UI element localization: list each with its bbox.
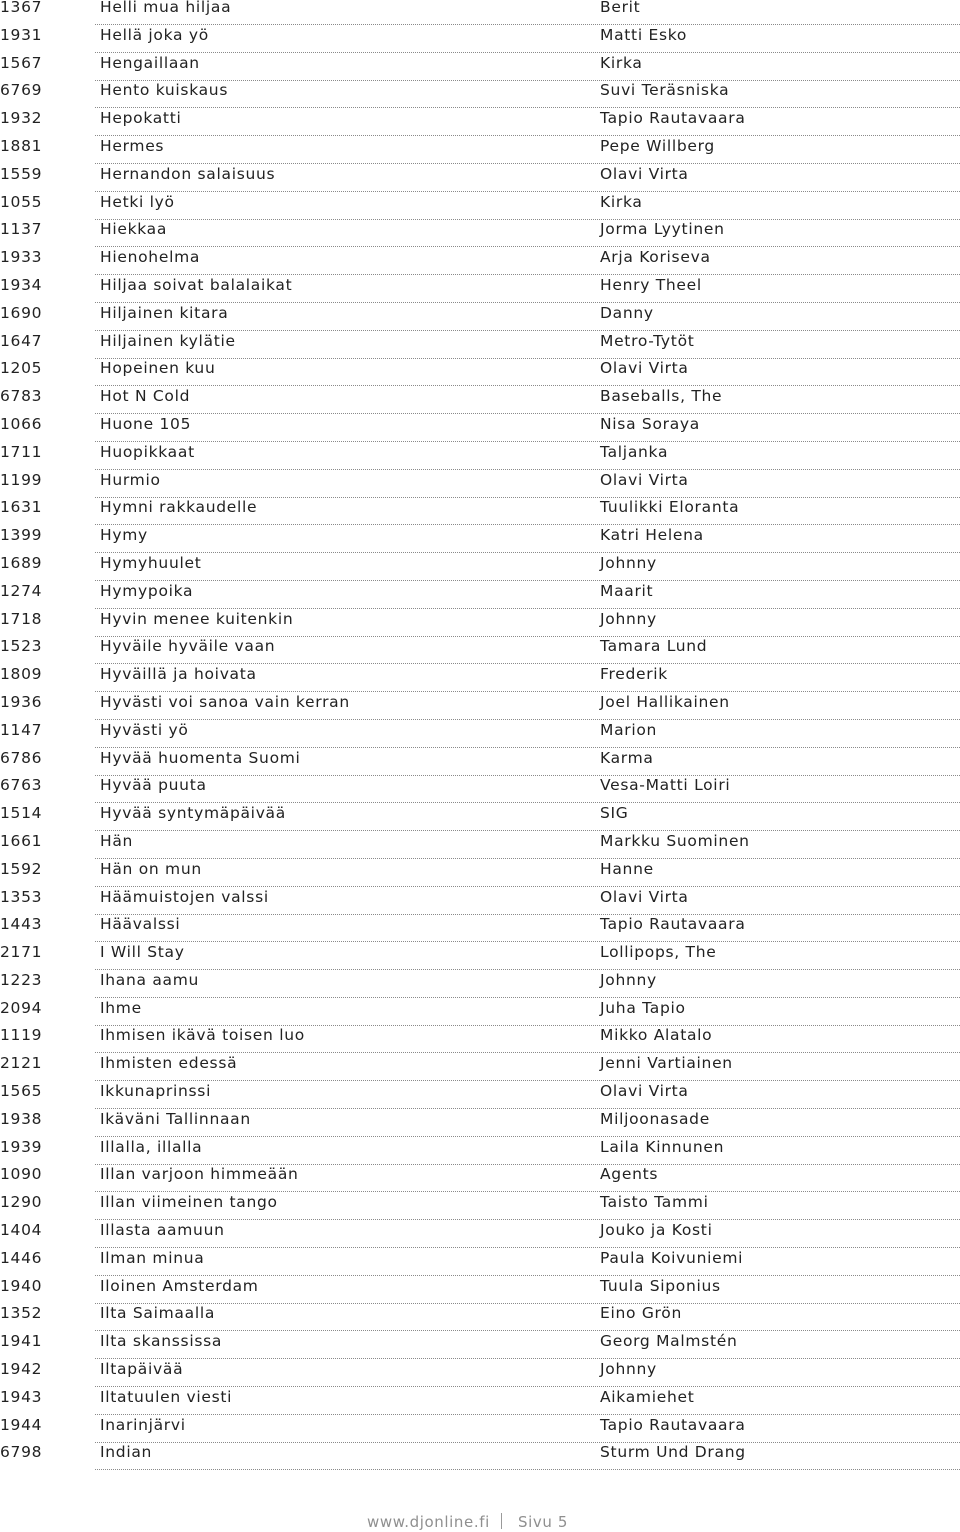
song-row <box>0 53 960 84</box>
dotted-row-divider <box>95 246 960 247</box>
song-artist: Eino Grön <box>600 1304 682 1323</box>
song-title: Hiljainen kylätie <box>100 331 236 350</box>
song-row <box>0 1306 960 1334</box>
song-artist: Agents <box>600 1165 659 1184</box>
song-number: 1932 <box>0 109 43 128</box>
song-row <box>0 222 960 250</box>
song-artist: Metro-Tytöt <box>600 331 695 350</box>
dotted-row-divider <box>95 1136 960 1137</box>
song-number: 1137 <box>0 220 43 239</box>
song-title: Hopeinen kuu <box>100 359 216 378</box>
song-number: 1931 <box>0 25 43 44</box>
song-title: Hän <box>100 831 134 850</box>
dotted-row-divider <box>95 413 960 414</box>
dotted-row-divider <box>95 1108 960 1109</box>
song-artist: Tuulikki Eloranta <box>600 498 740 517</box>
song-artist: Frederik <box>600 665 668 684</box>
song-title: Ihme <box>100 998 142 1017</box>
dotted-row-divider <box>95 719 960 720</box>
song-title: Hyvää huomenta Suomi <box>100 748 301 767</box>
song-title: Hienohelma <box>100 248 201 267</box>
song-artist: Juha Tapio <box>600 998 686 1017</box>
dotted-row-divider <box>95 1414 960 1415</box>
song-number: 1939 <box>0 1137 43 1156</box>
song-row <box>0 83 960 111</box>
song-number: 1565 <box>0 1082 43 1101</box>
song-row <box>0 0 960 28</box>
song-row <box>0 1028 960 1056</box>
song-artist: Marion <box>600 720 658 739</box>
dotted-row-divider <box>95 191 960 192</box>
song-title: Hento kuiskaus <box>100 81 229 100</box>
song-artist: Tuula Siponius <box>600 1276 721 1295</box>
song-number: 1055 <box>0 192 43 211</box>
song-title: Illan varjoon himmeään <box>100 1165 299 1184</box>
song-number: 1274 <box>0 581 43 600</box>
song-title: Ihmisten edessä <box>100 1054 238 1073</box>
dotted-row-divider <box>95 1275 960 1276</box>
song-row <box>0 500 960 528</box>
song-title: Häävalssi <box>100 915 181 934</box>
song-number: 2094 <box>0 998 43 1017</box>
dotted-row-divider <box>95 886 960 887</box>
song-number: 1066 <box>0 414 43 433</box>
song-artist: Tamara Lund <box>600 637 708 656</box>
dotted-row-divider <box>95 52 960 53</box>
song-title: Hyvästi voi sanoa vain kerran <box>100 692 350 711</box>
song-number: 1223 <box>0 970 43 989</box>
song-title: Hellä joka yö <box>100 25 209 44</box>
dotted-row-divider <box>95 1080 960 1081</box>
song-row <box>0 667 960 695</box>
song-number: 1367 <box>0 0 43 16</box>
dotted-row-divider <box>95 135 960 136</box>
song-title: Hetki lyö <box>100 192 175 211</box>
song-artist: Olavi Virta <box>600 887 689 906</box>
song-artist: Hanne <box>600 859 654 878</box>
song-artist: Baseballs, The <box>600 387 723 406</box>
song-number: 1661 <box>0 831 43 850</box>
dotted-row-divider <box>95 608 960 609</box>
dotted-row-divider <box>95 858 960 859</box>
dotted-row-divider <box>95 219 960 220</box>
song-number: 1943 <box>0 1387 43 1406</box>
song-number: 1592 <box>0 859 43 878</box>
song-artist: Georg Malmstén <box>600 1332 738 1351</box>
song-title: Hyvästi yö <box>100 720 189 739</box>
dotted-row-divider <box>95 775 960 776</box>
song-title: I Will Stay <box>100 943 185 962</box>
song-artist: Laila Kinnunen <box>600 1137 725 1156</box>
song-row <box>0 859 960 890</box>
song-row <box>0 25 960 56</box>
dotted-row-divider <box>95 330 960 331</box>
song-number: 1631 <box>0 498 43 517</box>
song-row <box>0 528 960 556</box>
song-row <box>0 470 960 501</box>
song-row <box>0 609 960 640</box>
song-row <box>0 748 960 779</box>
song-row <box>0 806 960 834</box>
dotted-row-divider <box>95 24 960 25</box>
song-number: 1689 <box>0 553 43 572</box>
song-row <box>0 275 960 306</box>
song-row <box>0 1109 960 1140</box>
song-artist: Jouko ja Kosti <box>600 1221 713 1240</box>
song-title: Hiljaa soivat balalaikat <box>100 275 293 294</box>
dotted-row-divider <box>95 441 960 442</box>
song-row <box>0 136 960 167</box>
dotted-row-divider <box>95 914 960 915</box>
song-row <box>0 581 960 612</box>
song-number: 1940 <box>0 1276 43 1295</box>
song-row <box>0 970 960 1001</box>
song-title: Illan viimeinen tango <box>100 1193 278 1212</box>
dotted-row-divider <box>95 163 960 164</box>
song-row <box>0 1276 960 1307</box>
song-title: Hymyhuulet <box>100 553 202 572</box>
song-number: 1711 <box>0 442 43 461</box>
song-title: Hyvää syntymäpäivää <box>100 804 286 823</box>
song-row <box>0 1334 960 1362</box>
song-title: Hymy <box>100 526 148 545</box>
song-title: Ilta Saimaalla <box>100 1304 216 1323</box>
song-title: Hurmio <box>100 470 161 489</box>
song-artist: Paula Koivuniemi <box>600 1248 744 1267</box>
song-number: 1443 <box>0 915 43 934</box>
song-number: 6786 <box>0 748 43 767</box>
song-row <box>0 1248 960 1279</box>
song-row <box>0 917 960 945</box>
song-title: Hyväillä ja hoivata <box>100 665 257 684</box>
song-title: Hymypoika <box>100 581 194 600</box>
song-number: 1119 <box>0 1026 43 1045</box>
song-number: 1399 <box>0 526 43 545</box>
song-title: Ikkunaprinssi <box>100 1082 212 1101</box>
song-artist: Mikko Alatalo <box>600 1026 713 1045</box>
dotted-row-divider <box>95 385 960 386</box>
song-row <box>0 945 960 973</box>
song-number: 1290 <box>0 1193 43 1212</box>
song-title: Häämuistojen valssi <box>100 887 269 906</box>
song-row <box>0 1084 960 1112</box>
dotted-row-divider <box>95 1469 960 1470</box>
dotted-row-divider <box>95 107 960 108</box>
song-row <box>0 1195 960 1223</box>
page-footer <box>0 1513 960 1531</box>
song-number: 1559 <box>0 164 43 183</box>
song-number: 1567 <box>0 53 43 72</box>
dotted-row-divider <box>95 524 960 525</box>
dotted-row-divider <box>95 1442 960 1443</box>
dotted-row-divider <box>95 1247 960 1248</box>
footer-separator <box>501 1513 502 1529</box>
song-number: 1353 <box>0 887 43 906</box>
dotted-row-divider <box>95 1330 960 1331</box>
song-artist: Karma <box>600 748 654 767</box>
song-row <box>0 111 960 139</box>
song-row <box>0 164 960 195</box>
dotted-row-divider <box>95 1303 960 1304</box>
song-title: Iltatuulen viesti <box>100 1387 233 1406</box>
song-title: Hengaillaan <box>100 53 200 72</box>
song-artist: Olavi Virta <box>600 359 689 378</box>
song-title: Illasta aamuun <box>100 1221 225 1240</box>
song-number: 1718 <box>0 609 43 628</box>
song-title: Hän on mun <box>100 859 202 878</box>
song-title: Ilta skanssissa <box>100 1332 223 1351</box>
song-artist: Aikamiehet <box>600 1387 695 1406</box>
dotted-row-divider <box>95 469 960 470</box>
dotted-row-divider <box>95 830 960 831</box>
song-artist: Joel Hallikainen <box>600 692 730 711</box>
song-artist: SIG <box>600 804 629 823</box>
song-number: 1944 <box>0 1415 43 1434</box>
song-artist: Matti Esko <box>600 25 688 44</box>
song-number: 2121 <box>0 1054 43 1073</box>
song-artist: Tapio Rautavaara <box>600 109 746 128</box>
song-title: Ikäväni Tallinnaan <box>100 1109 251 1128</box>
song-artist: Suvi Teräsniska <box>600 81 730 100</box>
song-row <box>0 331 960 362</box>
song-artist: Sturm Und Drang <box>600 1443 746 1462</box>
song-artist: Johnny <box>600 609 657 628</box>
song-title: Hermes <box>100 136 165 155</box>
song-row <box>0 1415 960 1446</box>
song-artist: Jenni Vartiainen <box>600 1054 733 1073</box>
song-row <box>0 1387 960 1418</box>
song-artist: Johnny <box>600 970 657 989</box>
song-number: 1690 <box>0 303 43 322</box>
song-artist: Pepe Willberg <box>600 136 715 155</box>
song-number: 1936 <box>0 692 43 711</box>
song-number: 1199 <box>0 470 43 489</box>
song-artist: Tapio Rautavaara <box>600 1415 746 1434</box>
song-number: 1647 <box>0 331 43 350</box>
song-artist: Olavi Virta <box>600 470 689 489</box>
song-number: 1933 <box>0 248 43 267</box>
song-number: 1938 <box>0 1109 43 1128</box>
song-artist: Taisto Tammi <box>600 1193 709 1212</box>
song-row <box>0 1223 960 1251</box>
dotted-row-divider <box>95 302 960 303</box>
song-row <box>0 998 960 1029</box>
song-number: 1809 <box>0 665 43 684</box>
dotted-row-divider <box>95 997 960 998</box>
song-artist: Johnny <box>600 1360 657 1379</box>
song-title: Hyväile hyväile vaan <box>100 637 276 656</box>
song-number: 1934 <box>0 275 43 294</box>
song-artist: Kirka <box>600 192 643 211</box>
song-title: Hiekkaa <box>100 220 168 239</box>
song-artist: Katri Helena <box>600 526 704 545</box>
dotted-row-divider <box>95 358 960 359</box>
song-number: 6763 <box>0 776 43 795</box>
song-artist: Maarit <box>600 581 654 600</box>
song-row <box>0 389 960 417</box>
dotted-row-divider <box>95 1219 960 1220</box>
song-row <box>0 553 960 584</box>
song-row <box>0 442 960 473</box>
song-number: 1147 <box>0 720 43 739</box>
song-row <box>0 831 960 862</box>
song-row <box>0 192 960 223</box>
song-number: 1941 <box>0 1332 43 1351</box>
song-artist: Taljanka <box>600 442 669 461</box>
song-number: 1205 <box>0 359 43 378</box>
song-title: Hyvin menee kuitenkin <box>100 609 294 628</box>
song-number: 1881 <box>0 136 43 155</box>
song-row <box>0 887 960 918</box>
song-number: 6769 <box>0 81 43 100</box>
dotted-row-divider <box>95 747 960 748</box>
dotted-row-divider <box>95 941 960 942</box>
song-artist: Jorma Lyytinen <box>600 220 725 239</box>
song-number: 1523 <box>0 637 43 656</box>
song-row <box>0 250 960 278</box>
song-number: 1514 <box>0 804 43 823</box>
song-number: 1446 <box>0 1248 43 1267</box>
song-title: Iloinen Amsterdam <box>100 1276 259 1295</box>
song-title: Huopikkaat <box>100 442 195 461</box>
song-number: 1404 <box>0 1221 43 1240</box>
dotted-row-divider <box>95 691 960 692</box>
song-title: Huone 105 <box>100 414 192 433</box>
song-row <box>0 1445 960 1473</box>
song-title: Hymni rakkaudelle <box>100 498 258 517</box>
song-artist: Vesa-Matti Loiri <box>600 776 731 795</box>
song-artist: Nisa Soraya <box>600 414 700 433</box>
song-row <box>0 639 960 667</box>
song-artist: Johnny <box>600 553 657 572</box>
song-row <box>0 414 960 445</box>
song-number: 1942 <box>0 1360 43 1379</box>
dotted-row-divider <box>95 580 960 581</box>
song-title: Iltapäivää <box>100 1360 184 1379</box>
song-artist: Miljoonasade <box>600 1109 710 1128</box>
dotted-row-divider <box>95 969 960 970</box>
footer-website-link[interactable]: www.djonline.fi <box>367 1513 490 1531</box>
song-title: Hot N Cold <box>100 387 191 406</box>
song-artist: Tapio Rautavaara <box>600 915 746 934</box>
song-artist: Danny <box>600 303 654 322</box>
song-title: Hyvää puuta <box>100 776 207 795</box>
song-row <box>0 1167 960 1195</box>
song-row <box>0 778 960 806</box>
song-title: Ihana aamu <box>100 970 200 989</box>
dotted-row-divider <box>95 552 960 553</box>
song-row <box>0 1056 960 1084</box>
dotted-row-divider <box>95 1358 960 1359</box>
song-row <box>0 303 960 334</box>
song-title: Indian <box>100 1443 153 1462</box>
song-artist: Berit <box>600 0 641 16</box>
song-artist: Markku Suominen <box>600 831 750 850</box>
song-number: 6783 <box>0 387 43 406</box>
song-number: 1090 <box>0 1165 43 1184</box>
footer-page-number: Sivu 5 <box>518 1513 568 1531</box>
song-number: 6798 <box>0 1443 43 1462</box>
song-row <box>0 720 960 751</box>
song-artist: Kirka <box>600 53 643 72</box>
song-number: 2171 <box>0 943 43 962</box>
song-row <box>0 361 960 389</box>
song-row <box>0 1362 960 1390</box>
song-title: Hernandon salaisuus <box>100 164 276 183</box>
song-artist: Olavi Virta <box>600 164 689 183</box>
song-title: Ilman minua <box>100 1248 205 1267</box>
song-title: Illalla, illalla <box>100 1137 203 1156</box>
song-row <box>0 692 960 723</box>
song-title: Inarinjärvi <box>100 1415 186 1434</box>
song-artist: Lollipops, The <box>600 943 717 962</box>
song-title: Hepokatti <box>100 109 182 128</box>
song-artist: Arja Koriseva <box>600 248 711 267</box>
song-title: Hiljainen kitara <box>100 303 229 322</box>
song-title: Helli mua hiljaa <box>100 0 232 16</box>
song-row <box>0 1137 960 1168</box>
song-number: 1352 <box>0 1304 43 1323</box>
dotted-row-divider <box>95 1386 960 1387</box>
song-artist: Henry Theel <box>600 275 702 294</box>
song-title: Ihmisen ikävä toisen luo <box>100 1026 305 1045</box>
song-artist: Olavi Virta <box>600 1082 689 1101</box>
